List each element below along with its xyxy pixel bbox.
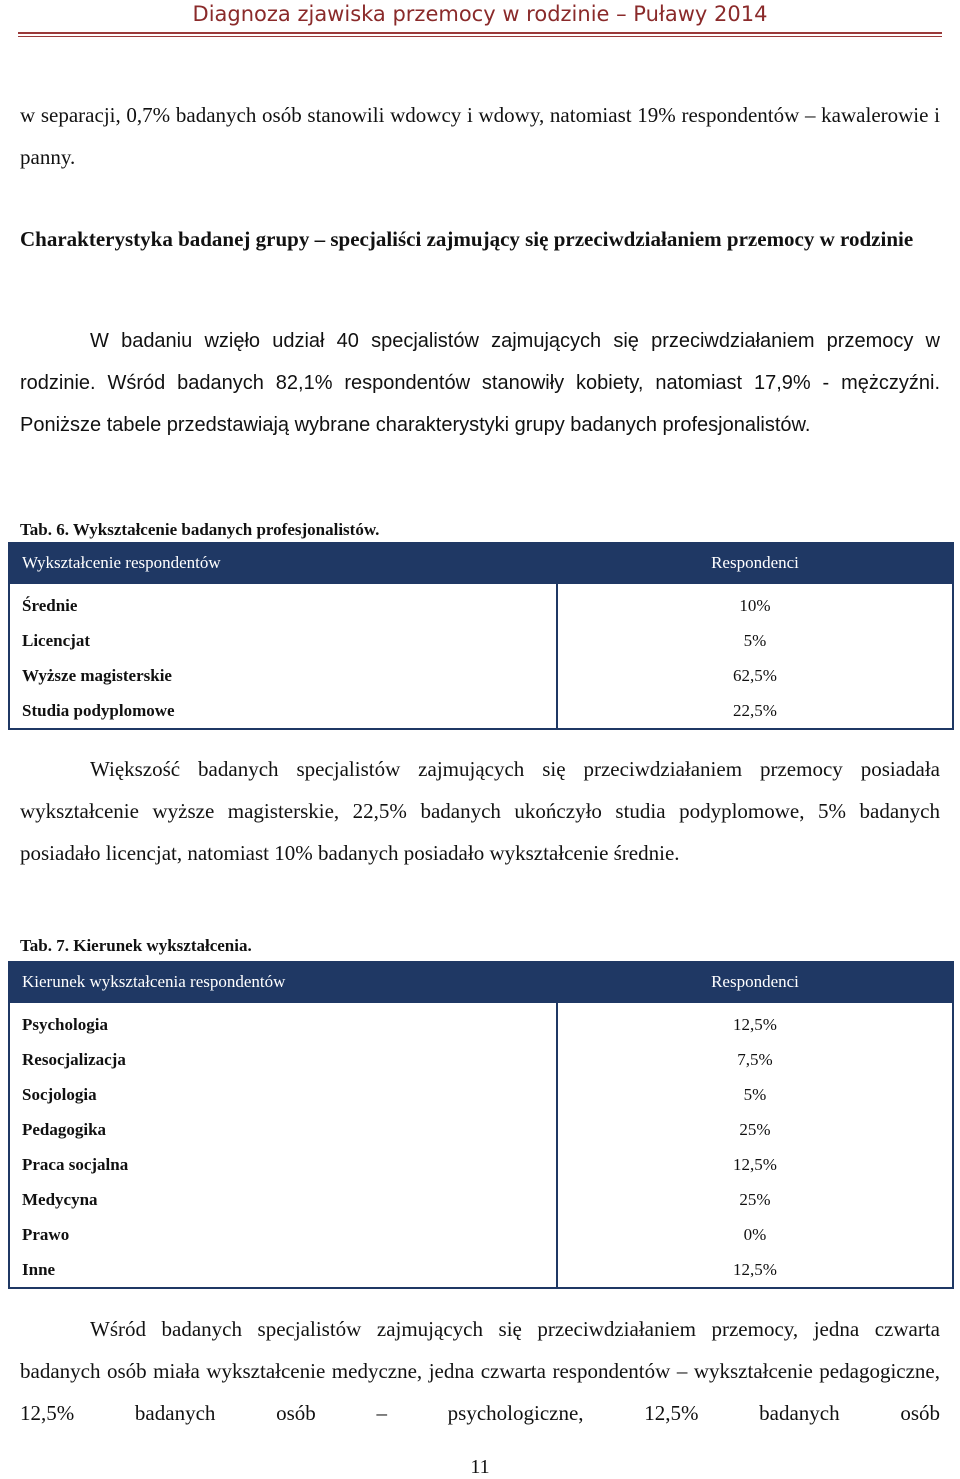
intro-paragraph: w separacji, 0,7% badanych osób stanowili wdowcy i wdowy, natomiast 19% respondentów – kawalerowie i panny. (20, 103, 940, 169)
column-header-education: Wykształcenie respondentów (9, 543, 557, 583)
row-value: 5% (557, 623, 953, 658)
page-number: 11 (470, 1456, 490, 1478)
table-6-caption: Tab. 6. Wykształcenie badanych profesjonalistów. (20, 520, 380, 539)
table-row (9, 658, 953, 693)
column-header-respondents: Respondenci (557, 962, 953, 1002)
row-label: Inne (9, 1252, 557, 1288)
row-label: Medycyna (9, 1182, 557, 1217)
table-row (9, 1002, 953, 1042)
row-label: Pedagogika (9, 1112, 557, 1147)
section-heading: Charakterystyka badanej grupy – specjaliści zajmujący się przeciwdziałaniem przemocy w rodzinie (20, 227, 914, 251)
header-rule (18, 32, 942, 34)
table-header-row (9, 543, 953, 583)
table-row (9, 583, 953, 623)
row-value: 22,5% (557, 693, 953, 729)
row-label: Średnie (9, 583, 557, 623)
row-value: 7,5% (557, 1042, 953, 1077)
table-header-row (9, 962, 953, 1002)
table-row (9, 1252, 953, 1288)
row-label: Wyższe magisterskie (9, 658, 557, 693)
row-value: 10% (557, 583, 953, 623)
column-header-field: Kierunek wykształcenia respondentów (9, 962, 557, 1002)
row-value: 5% (557, 1077, 953, 1112)
header-rule-thin (18, 36, 942, 37)
row-value: 25% (557, 1112, 953, 1147)
paragraph-after-table-7: Wśród badanych specjalistów zajmujących się przeciwdziałaniem przemocy, jedna czwarta badanych osób miała wykształcenie medyczne, jedna czwarta respondentów – wykształcenie pedagogiczne, 12,5% badanych osób – psychologiczne, 12,5% badanych osób (20, 1317, 940, 1425)
table-7-caption: Tab. 7. Kierunek wykształcenia. (20, 936, 252, 955)
row-label: Praca socjalna (9, 1147, 557, 1182)
table-row (9, 693, 953, 729)
table-row (9, 1077, 953, 1112)
table-row (9, 1042, 953, 1077)
field-of-education-table (8, 961, 954, 1289)
row-label: Psychologia (9, 1002, 557, 1042)
table-row (9, 1182, 953, 1217)
row-value: 62,5% (557, 658, 953, 693)
row-label: Studia podyplomowe (9, 693, 557, 729)
row-label: Licencjat (9, 623, 557, 658)
row-value: 12,5% (557, 1252, 953, 1288)
row-value: 12,5% (557, 1147, 953, 1182)
row-value: 0% (557, 1217, 953, 1252)
running-header-title: Diagnoza zjawiska przemocy w rodzinie – Puławy 2014 (192, 2, 768, 26)
section-paragraph: W badaniu wzięło udział 40 specjalistów zajmujących się przeciwdziałaniem przemocy w rodzinie. Wśród badanych 82,1% respondentów stanowiły kobiety, natomiast 17,9% - mężczyźni. Poniższe tabele przedstawiają wybrane charakterystyki grupy badanych profesjonalistów. (20, 330, 940, 436)
row-label: Prawo (9, 1217, 557, 1252)
row-value: 25% (557, 1182, 953, 1217)
paragraph-after-table-6: Większość badanych specjalistów zajmujących się przeciwdziałaniem przemocy posiadała wykształcenie wyższe magisterskie, 22,5% badanych ukończyło studia podyplomowe, 5% badanych posiadało licencjat, natomiast 10% badanych posiadało wykształcenie średnie. (20, 757, 940, 865)
table-row (9, 1147, 953, 1182)
row-label: Socjologia (9, 1077, 557, 1112)
row-value: 12,5% (557, 1002, 953, 1042)
education-table (8, 542, 954, 730)
table-row (9, 623, 953, 658)
table-row (9, 1217, 953, 1252)
table-row (9, 1112, 953, 1147)
column-header-respondents: Respondenci (557, 543, 953, 583)
row-label: Resocjalizacja (9, 1042, 557, 1077)
